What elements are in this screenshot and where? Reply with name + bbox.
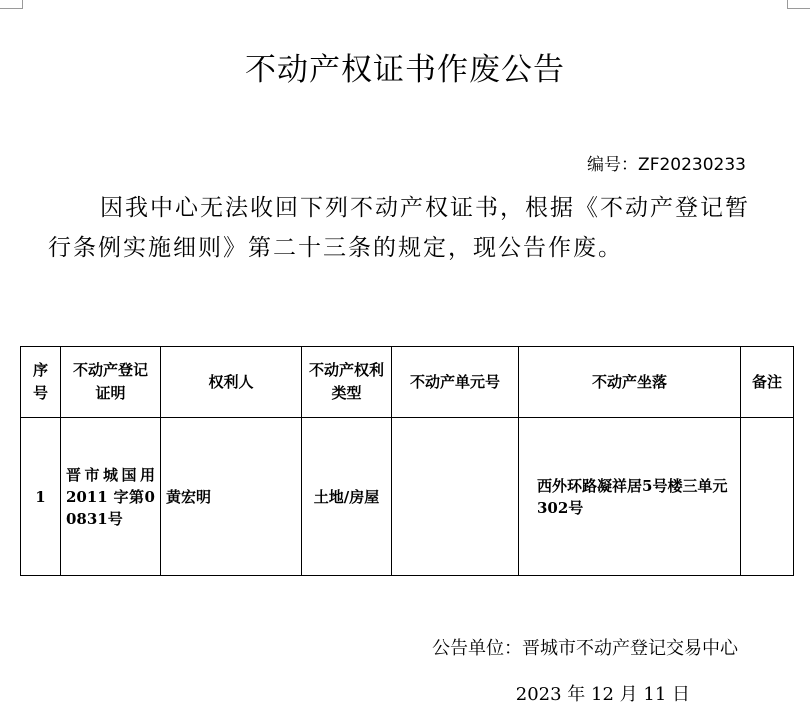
header-cert-no: 不动产登记证明 xyxy=(61,347,161,418)
table-row xyxy=(21,418,794,576)
page-corner-mark-right xyxy=(787,0,810,9)
cell-remark xyxy=(741,418,794,576)
cell-seq: 1 xyxy=(21,418,61,576)
header-right-type: 不动产权利类型 xyxy=(302,347,392,418)
header-seq: 序号 xyxy=(21,347,61,418)
cell-location: 西外环路凝祥居5号楼三单元302号 xyxy=(519,418,741,576)
document-title: 不动产权证书作废公告 xyxy=(245,52,565,88)
header-holder: 权利人 xyxy=(161,347,302,418)
header-unit-no: 不动产单元号 xyxy=(392,347,519,418)
cell-cert-no: 晋市城国用 2011 字第00831号 xyxy=(61,418,161,576)
document-number: 编号：ZF20230233 xyxy=(587,155,746,175)
cell-unit-no xyxy=(392,418,519,576)
header-remark: 备注 xyxy=(741,347,794,418)
cell-right-type: 土地/房屋 xyxy=(302,418,392,576)
header-location: 不动产坐落 xyxy=(519,347,741,418)
issue-date: 2023 年 12 月 11 日 xyxy=(515,684,690,705)
cell-holder: 黄宏明 xyxy=(161,418,302,576)
issuing-organization: 公告单位：晋城市不动产登记交易中心 xyxy=(432,638,738,659)
announcement-body xyxy=(48,188,758,268)
invalidated-certificates-table xyxy=(20,346,794,576)
announcement-body-text: 因我中心无法收回下列不动产权证书，根据《不动产登记暂行条例实施细则》第二十三条的规定，现公告作废。 xyxy=(48,195,750,261)
page-corner-mark-left xyxy=(0,0,23,9)
table-header-row xyxy=(21,347,794,418)
